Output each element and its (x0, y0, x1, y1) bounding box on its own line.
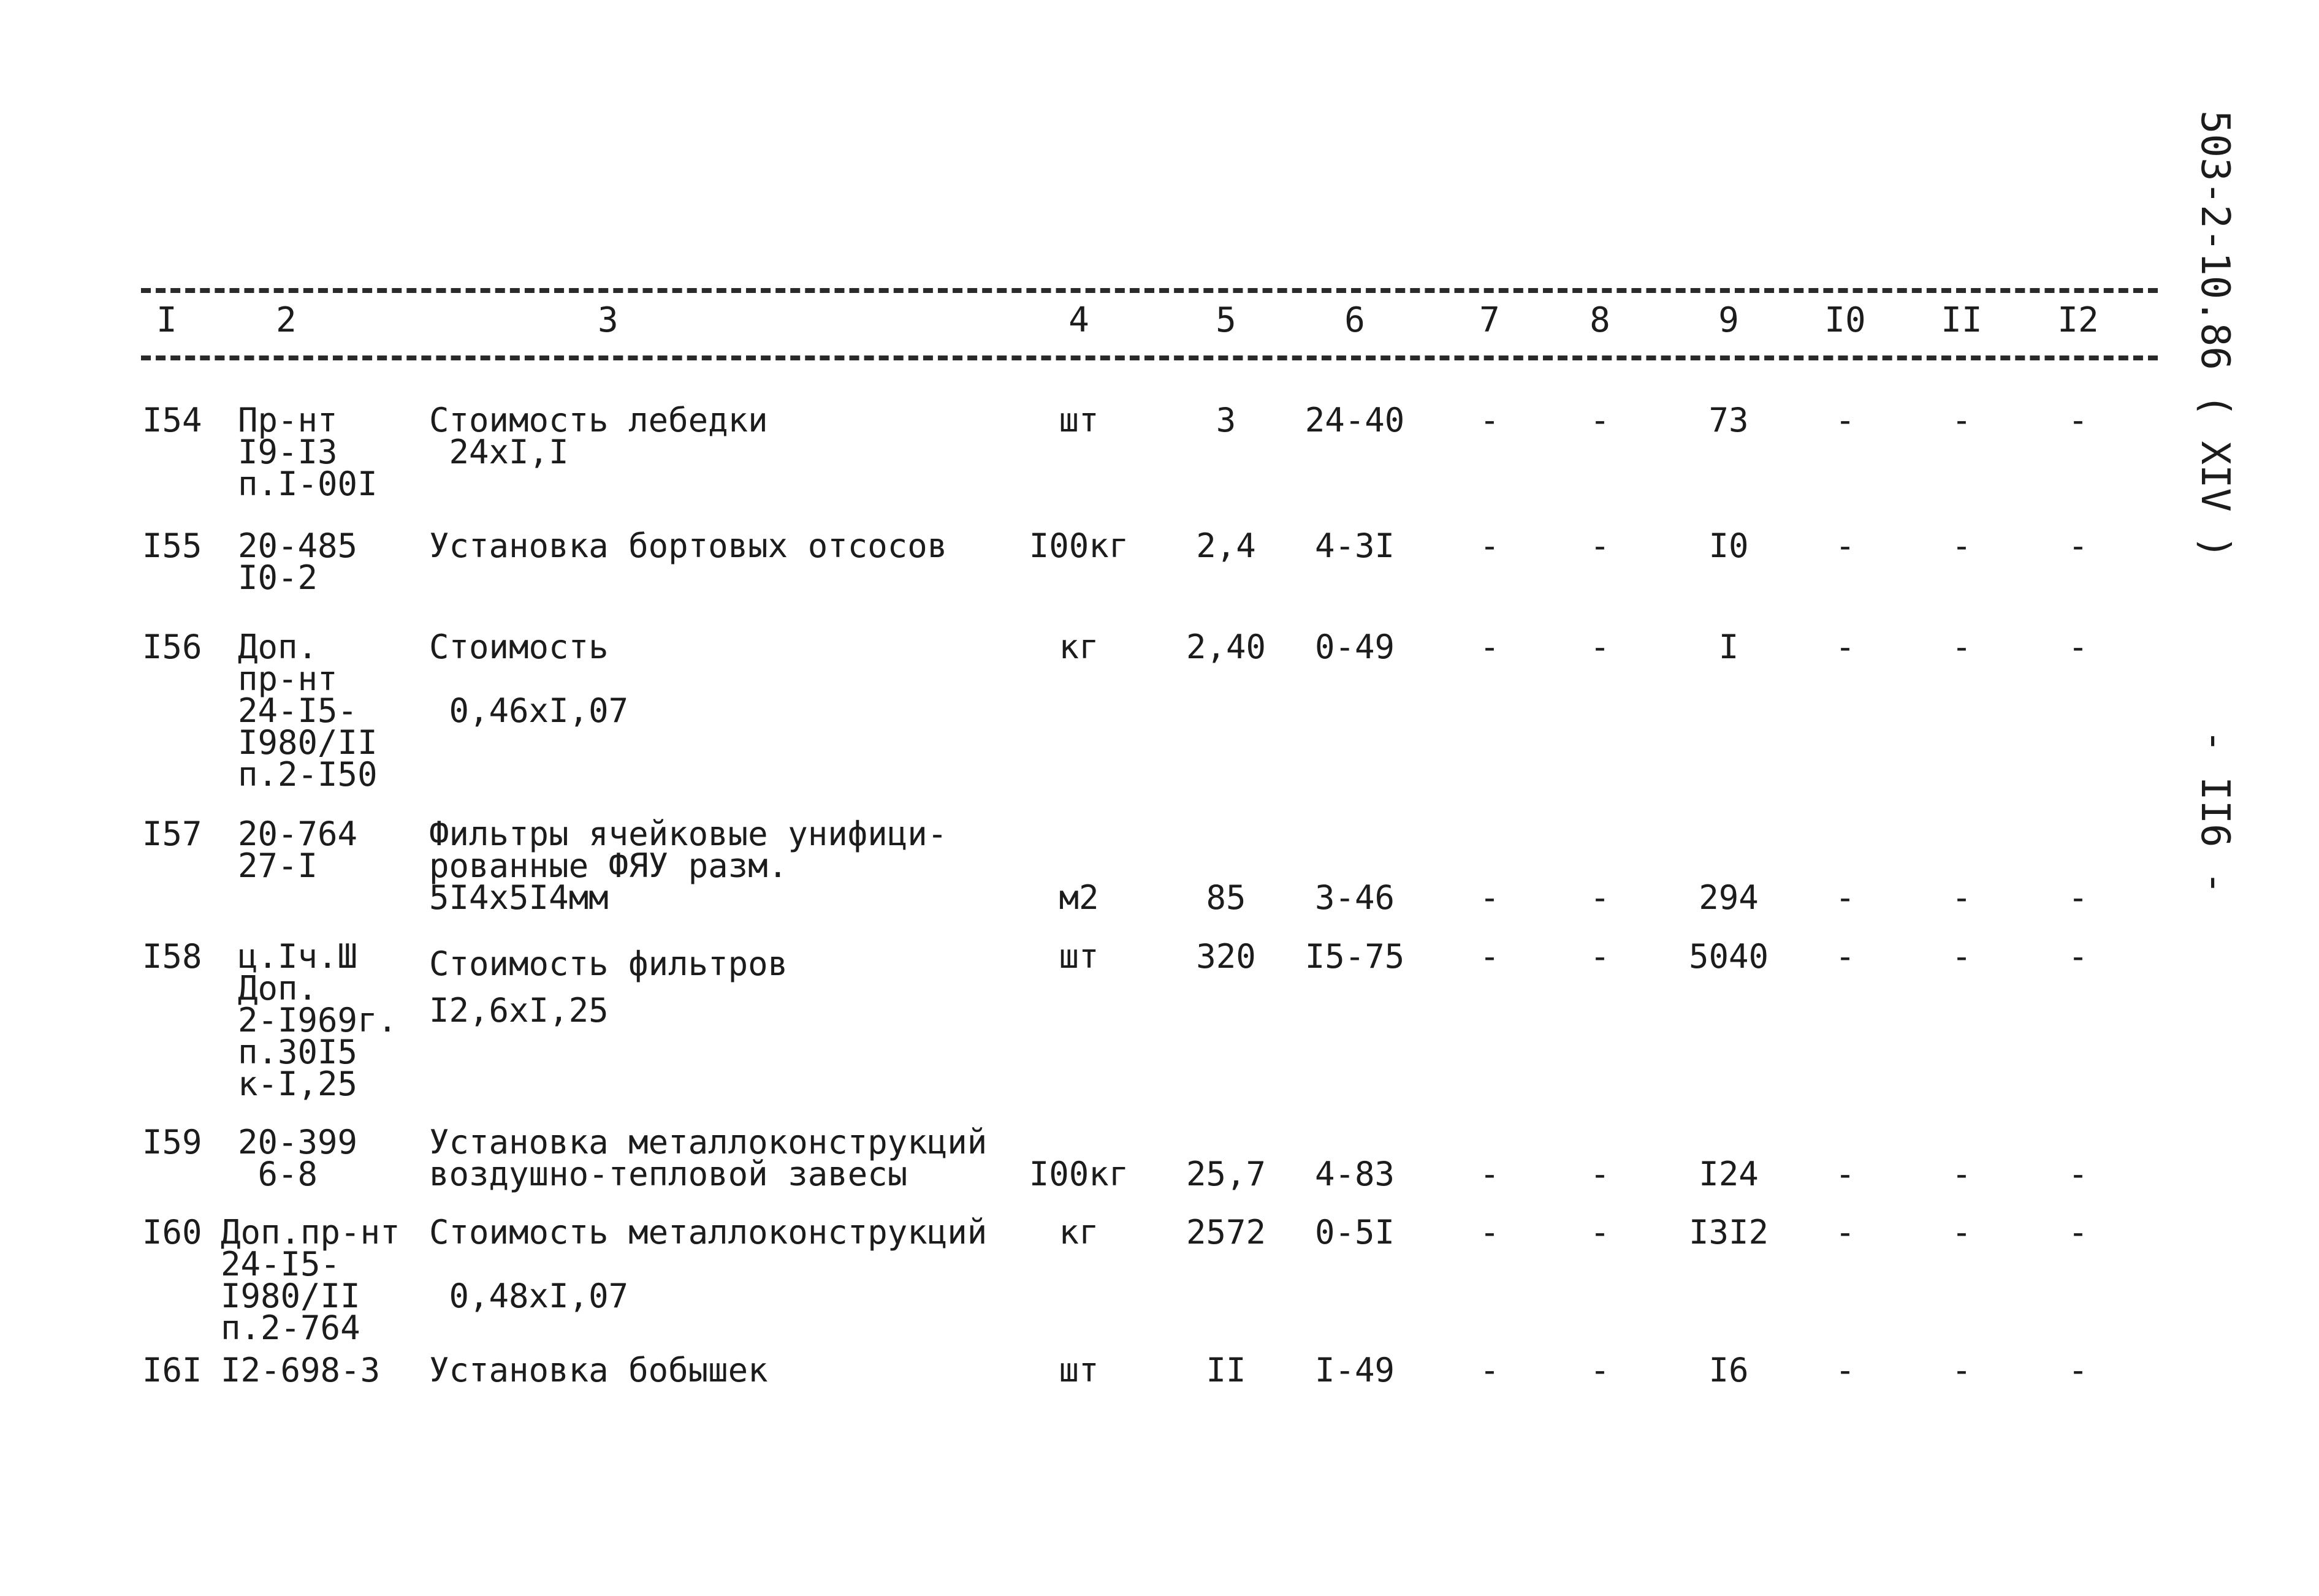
cell-col11: - (1951, 628, 1972, 666)
cell-number: I6I (142, 1351, 202, 1389)
cell-name: Стоимость 0,46xI,07 (429, 628, 629, 730)
cell-code: Доп.пр-нт 24-I5- I980/II п.2-764 (221, 1213, 400, 1347)
cell-col7: - (1479, 526, 1500, 565)
cell-quantity: 2,40 (1186, 628, 1266, 666)
cell-col11: - (1951, 1155, 1972, 1193)
cell-unit: кг (1059, 628, 1099, 666)
cell-col11: - (1951, 526, 1972, 565)
cell-col10: - (1835, 526, 1856, 565)
cell-total: I6 (1708, 1351, 1749, 1389)
cell-col8: - (1590, 878, 1610, 917)
cell-col12: - (2068, 1351, 2089, 1389)
cell-total: I3I2 (1688, 1213, 1769, 1252)
cell-col12: - (2068, 1155, 2089, 1193)
column-header-10: I0 (1824, 300, 1866, 340)
cell-code: I2-698-3 (221, 1351, 381, 1389)
cell-number: I60 (142, 1213, 202, 1252)
column-header-7: 7 (1479, 300, 1500, 340)
cell-price: 0-49 (1314, 628, 1395, 666)
cell-col8: - (1590, 628, 1610, 666)
cell-quantity: 2,4 (1196, 526, 1256, 565)
side-page-number: - II6 - (2192, 729, 2237, 895)
cell-unit: кг (1059, 1213, 1099, 1252)
column-header-5: 5 (1216, 300, 1236, 340)
column-header-8: 8 (1590, 300, 1610, 340)
column-header-9: 9 (1718, 300, 1739, 340)
cell-col7: - (1479, 878, 1500, 917)
cell-col12: - (2068, 628, 2089, 666)
cell-col7: - (1479, 1351, 1500, 1389)
cell-code: ц.Iч.Ш Доп. 2-I969г. п.30I5 к-I,25 (238, 937, 398, 1103)
cell-col10: - (1835, 1351, 1856, 1389)
cell-unit: м2 (1059, 878, 1099, 917)
cell-quantity: 3 (1216, 401, 1236, 439)
cell-col11: - (1951, 401, 1972, 439)
side-document-code: 503-2-10.86 ( XIV ) (2192, 110, 2237, 560)
cell-col7: - (1479, 937, 1500, 976)
cell-code: Пр-нт I9-I3 п.I-00I (238, 401, 378, 503)
cell-col7: - (1479, 628, 1500, 666)
cell-price: I5-75 (1304, 937, 1405, 976)
cell-col12: - (2068, 401, 2089, 439)
cell-unit: шт (1059, 401, 1099, 439)
cell-name: Установка бортовых отсосов (429, 526, 948, 565)
cell-name: Стоимость металлоконструкций 0,48xI,07 (429, 1213, 988, 1315)
cell-col7: - (1479, 401, 1500, 439)
cell-number: I59 (142, 1123, 202, 1161)
cell-total: 5040 (1688, 937, 1769, 976)
column-header-6: 6 (1344, 300, 1365, 340)
cell-price: 24-40 (1304, 401, 1405, 439)
cell-price: 4-83 (1314, 1155, 1395, 1193)
cell-quantity: 2572 (1186, 1213, 1266, 1252)
cell-col12: - (2068, 878, 2089, 917)
column-header-4: 4 (1068, 300, 1089, 340)
cell-col8: - (1590, 526, 1610, 565)
cell-col10: - (1835, 1213, 1856, 1252)
cell-number: I56 (142, 628, 202, 666)
cell-col8: - (1590, 401, 1610, 439)
cell-unit: I00кг (1029, 526, 1129, 565)
cell-total: I24 (1699, 1155, 1759, 1193)
cell-col10: - (1835, 937, 1856, 976)
cell-col11: - (1951, 1213, 1972, 1252)
cell-number: I55 (142, 526, 202, 565)
cell-name: Фильтры ячейковые унифици- рованные ФЯУ разм. 5I4x5I4мм (429, 815, 948, 917)
cell-code: 20-485 I0-2 (238, 526, 358, 597)
cell-number: I58 (142, 937, 202, 976)
cell-col8: - (1590, 1351, 1610, 1389)
cell-col8: - (1590, 937, 1610, 976)
cell-col11: - (1951, 1351, 1972, 1389)
column-header-12: I2 (2057, 300, 2099, 340)
cell-name: Установка бобышек (429, 1351, 768, 1389)
cell-price: 0-5I (1314, 1213, 1395, 1252)
cell-total: 73 (1708, 401, 1749, 439)
cell-col12: - (2068, 1213, 2089, 1252)
cell-quantity: 320 (1196, 937, 1256, 976)
cell-name: Стоимость лебедки 24xI,I (429, 401, 768, 471)
table-top-rule (141, 288, 2158, 293)
cell-col10: - (1835, 401, 1856, 439)
cell-name: Установка металлоконструкций воздушно-тепловой завесы (429, 1123, 988, 1193)
cell-quantity: 85 (1206, 878, 1246, 917)
column-header-1: I (156, 300, 177, 340)
cell-code: 20-399 6-8 (238, 1123, 358, 1193)
table-header-rule (141, 355, 2158, 360)
cell-total: 294 (1699, 878, 1759, 917)
cell-col7: - (1479, 1155, 1500, 1193)
cell-price: 4-3I (1314, 526, 1395, 565)
cell-col12: - (2068, 526, 2089, 565)
cell-code: 20-764 27-I (238, 815, 358, 885)
column-header-3: 3 (598, 300, 619, 340)
cell-unit: шт (1059, 1351, 1099, 1389)
cell-col10: - (1835, 628, 1856, 666)
cell-unit: I00кг (1029, 1155, 1129, 1193)
cell-col12: - (2068, 937, 2089, 976)
cell-total: I (1718, 628, 1739, 666)
column-header-2: 2 (276, 300, 297, 340)
cell-name: Стоимость фильтров I2,6xI,25 (429, 944, 788, 1030)
column-header-11: II (1941, 300, 1982, 340)
cell-col10: - (1835, 1155, 1856, 1193)
cell-col8: - (1590, 1213, 1610, 1252)
cell-quantity: 25,7 (1186, 1155, 1266, 1193)
cell-number: I54 (142, 401, 202, 439)
cell-col11: - (1951, 878, 1972, 917)
cell-total: I0 (1708, 526, 1749, 565)
cell-col11: - (1951, 937, 1972, 976)
cell-price: I-49 (1314, 1351, 1395, 1389)
cell-code: Доп. пр-нт 24-I5- I980/II п.2-I50 (238, 628, 378, 794)
cell-col8: - (1590, 1155, 1610, 1193)
cell-col7: - (1479, 1213, 1500, 1252)
cell-col10: - (1835, 878, 1856, 917)
cell-unit: шт (1059, 937, 1099, 976)
cell-quantity: II (1206, 1351, 1246, 1389)
cell-number: I57 (142, 815, 202, 853)
cell-price: 3-46 (1314, 878, 1395, 917)
